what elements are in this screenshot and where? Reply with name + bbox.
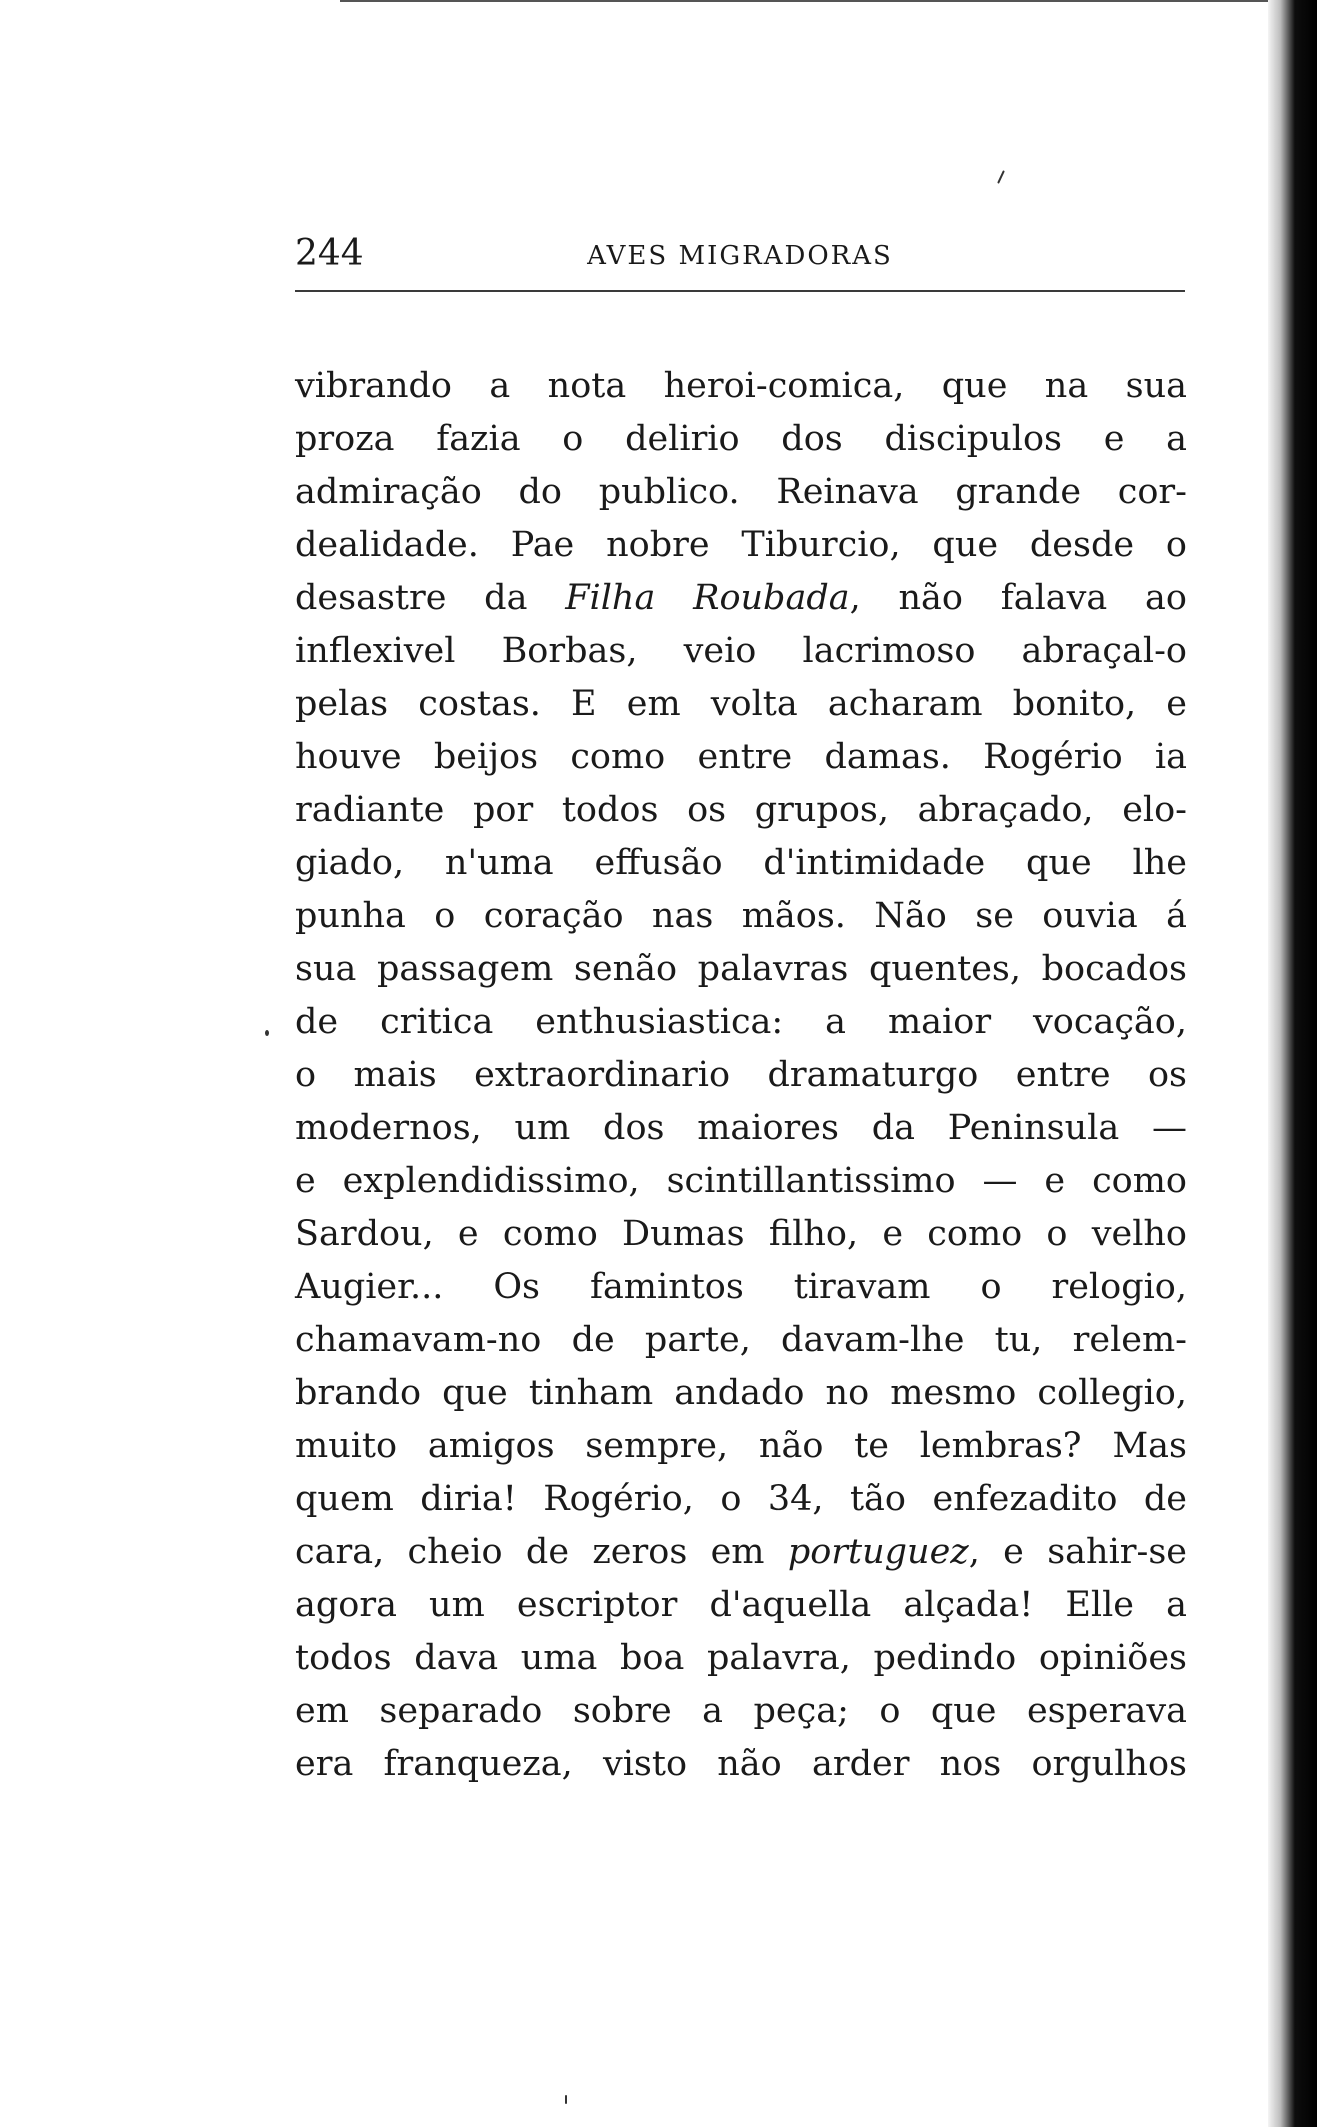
text-line: inflexivel Borbas, veio lacrimoso abraçal-o (295, 631, 1187, 671)
text-line: punha o coração nas mãos. Não se ouvia á (295, 896, 1187, 936)
text-line: radiante por todos os grupos, abraçado, elo- (295, 790, 1187, 830)
text-line: giado, n'uma effusão d'intimidade que lhe (295, 843, 1187, 883)
text-line: admiração do publico. Reinava grande cor- (295, 472, 1187, 512)
page-binding-shadow (1268, 0, 1317, 2127)
print-speck (265, 1030, 269, 1036)
text-line: chamavam-no de parte, davam-lhe tu, relem- (295, 1320, 1187, 1360)
running-title: AVES MIGRADORAS (587, 241, 893, 271)
text-line: vibrando a nota heroi-comica, que na sua (295, 366, 1187, 406)
text-line: brando que tinham andado no mesmo collegio, (295, 1373, 1187, 1413)
text-line: dealidade. Pae nobre Tiburcio, que desde o (295, 525, 1187, 565)
text-line: cara, cheio de zeros em portuguez, e sahir-se (295, 1532, 1187, 1572)
body-text (295, 360, 1187, 1791)
page-header (295, 232, 1185, 282)
text-line: quem diria! Rogério, o 34, tão enfezadito de (295, 1479, 1187, 1519)
text-line: proza fazia o delirio dos discipulos e a (295, 419, 1187, 459)
text-line: pelas costas. E em volta acharam bonito, e (295, 684, 1187, 724)
italic-title: Filha Roubada (565, 578, 850, 618)
text-line: sua passagem senão palavras quentes, bocados (295, 949, 1187, 989)
text-line: o mais extraordinario dramaturgo entre os (295, 1055, 1187, 1095)
italic-title: portuguez (787, 1532, 969, 1572)
text-line: houve beijos como entre damas. Rogério ia (295, 737, 1187, 777)
text-line: modernos, um dos maiores da Peninsula — (295, 1108, 1187, 1148)
text-line: desastre da Filha Roubada, não falava ao (295, 578, 1187, 618)
text-line: Sardou, e como Dumas filho, e como o velho (295, 1214, 1187, 1254)
print-speck (997, 170, 1005, 184)
print-speck (565, 2095, 567, 2104)
text-line: e explendidissimo, scintillantissimo — e como (295, 1161, 1187, 1201)
text-line: Augier... Os famintos tiravam o relogio, (295, 1267, 1187, 1307)
text-line: em separado sobre a peça; o que esperava (295, 1691, 1187, 1731)
text-line: era franqueza, visto não arder nos orgulhos (295, 1744, 1187, 1784)
text-line: agora um escriptor d'aquella alçada! Elle a (295, 1585, 1187, 1625)
page-top-edge (340, 0, 1270, 2)
text-line: de critica enthusiastica: a maior vocação, (295, 1002, 1187, 1042)
header-rule (295, 290, 1185, 292)
text-line: muito amigos sempre, não te lembras? Mas (295, 1426, 1187, 1466)
text-line: todos dava uma boa palavra, pedindo opiniões (295, 1638, 1187, 1678)
page-number: 244 (295, 233, 364, 274)
